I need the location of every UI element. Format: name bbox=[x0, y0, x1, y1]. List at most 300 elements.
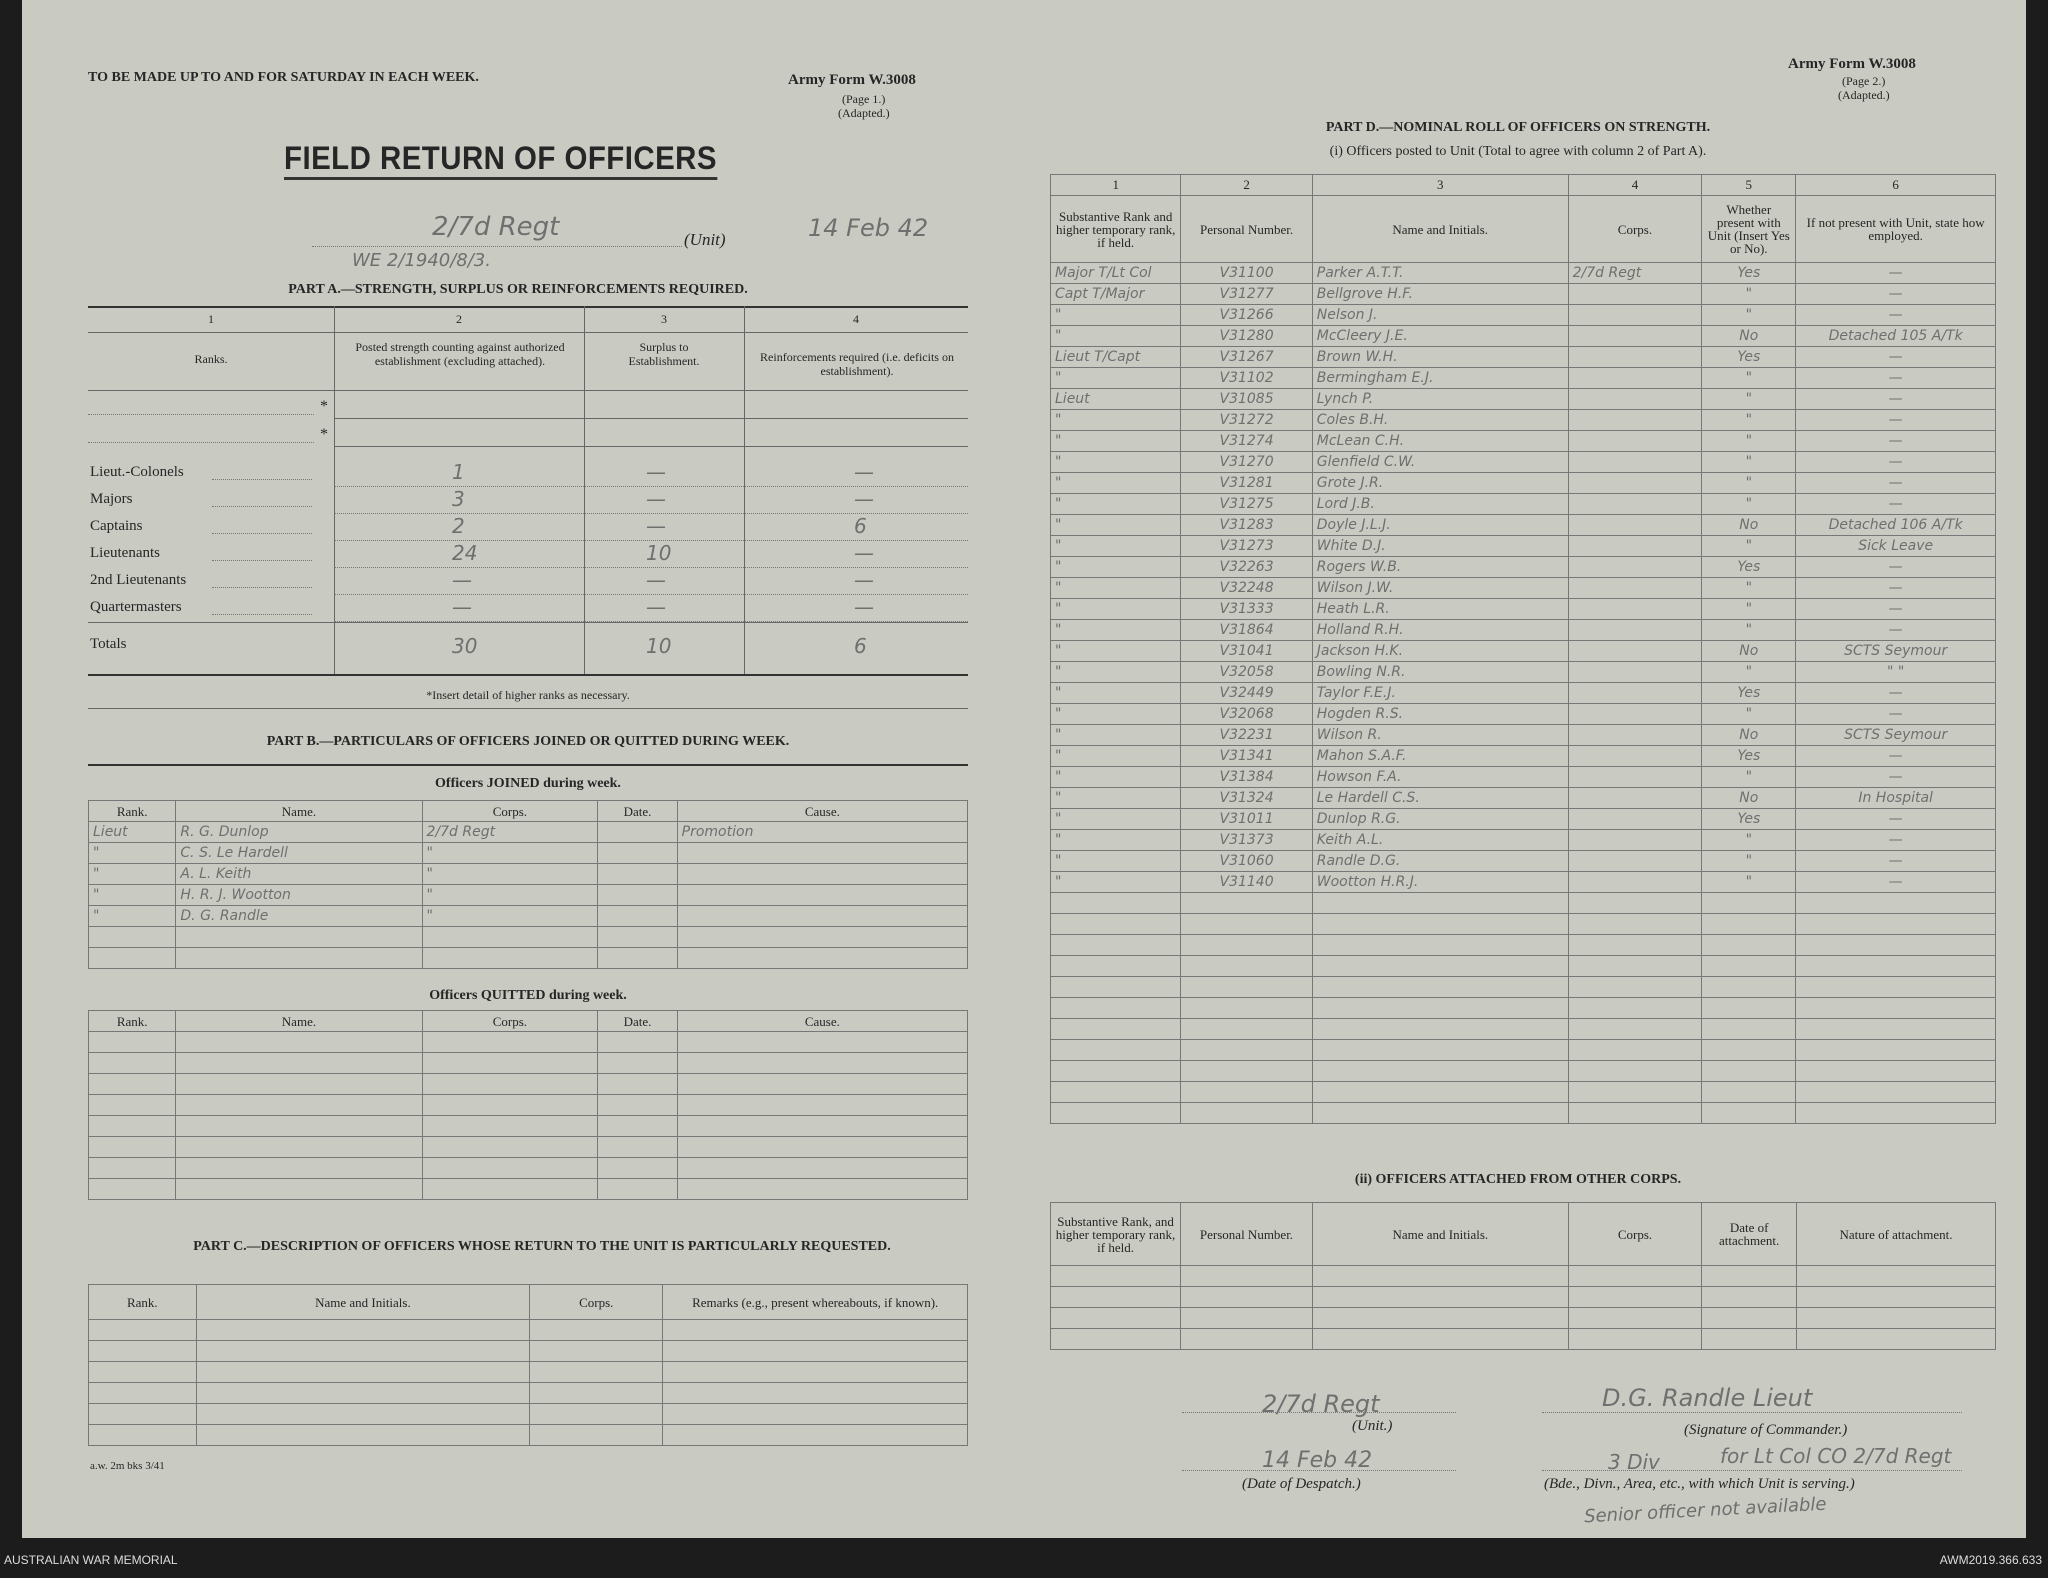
empty-cell bbox=[1181, 1266, 1313, 1287]
empty-cell bbox=[1051, 1266, 1181, 1287]
table-row bbox=[89, 864, 968, 885]
joined-name: R. G. Dunlop bbox=[176, 822, 422, 843]
empty-cell bbox=[598, 1158, 677, 1179]
empty-cell bbox=[1796, 1019, 1996, 1040]
empty-cell bbox=[1312, 977, 1568, 998]
despatch-date-handwritten: 14 Feb 42 bbox=[1262, 1448, 1373, 1473]
roll-corps bbox=[1568, 851, 1702, 872]
roll-rank: " bbox=[1051, 305, 1181, 326]
empty-cell bbox=[1796, 998, 1996, 1019]
empty-cell bbox=[1796, 1329, 1995, 1350]
roll-name: Keith A.L. bbox=[1312, 830, 1568, 851]
table-row bbox=[1051, 683, 1996, 704]
table-row bbox=[89, 1137, 968, 1158]
table-row bbox=[1051, 704, 1996, 725]
roll-corps bbox=[1568, 725, 1702, 746]
empty-cell bbox=[663, 1383, 968, 1404]
table-row bbox=[1051, 893, 1996, 914]
roll-corps bbox=[1568, 767, 1702, 788]
empty-cell bbox=[1312, 1308, 1568, 1329]
empty-cell bbox=[89, 1053, 176, 1074]
empty-cell bbox=[1702, 1040, 1796, 1061]
part-a-value-c2: 1 bbox=[452, 460, 465, 484]
column-header: Name. bbox=[176, 801, 422, 822]
table-row bbox=[89, 1116, 968, 1137]
empty-cell bbox=[1568, 893, 1702, 914]
part-b-heading: PART B.—PARTICULARS OF OFFICERS JOINED OR QUITTED DURING WEEK. bbox=[266, 734, 790, 749]
part-a-value-c3: — bbox=[646, 595, 666, 619]
part-a-value-c2: — bbox=[452, 568, 472, 592]
empty-cell bbox=[1568, 1103, 1702, 1124]
column-header: Corps. bbox=[422, 1011, 598, 1032]
column-header: Remarks (e.g., present whereabouts, if known). bbox=[663, 1285, 968, 1320]
empty-cell bbox=[1568, 1287, 1702, 1308]
roll-name: Bowling N.R. bbox=[1312, 662, 1568, 683]
roll-name: Doyle J.L.J. bbox=[1312, 515, 1568, 536]
column-header: Rank. bbox=[89, 1285, 197, 1320]
roll-pres: Yes bbox=[1702, 683, 1796, 704]
joined-name: A. L. Keith bbox=[176, 864, 422, 885]
roll-rank: " bbox=[1051, 494, 1181, 515]
war-establishment-ref: WE 2/1940/8/3. bbox=[352, 250, 491, 271]
roll-pres: Yes bbox=[1702, 263, 1796, 284]
roll-corps bbox=[1568, 704, 1702, 725]
empty-cell bbox=[422, 1032, 598, 1053]
empty-cell bbox=[89, 1362, 197, 1383]
empty-cell bbox=[1702, 1329, 1797, 1350]
table-row bbox=[1051, 515, 1996, 536]
empty-cell bbox=[1181, 1019, 1312, 1040]
roll-num: V31333 bbox=[1181, 599, 1312, 620]
table-row bbox=[1051, 746, 1996, 767]
empty-cell bbox=[530, 1320, 663, 1341]
empty-cell bbox=[1181, 1329, 1313, 1350]
roll-pres: " bbox=[1702, 473, 1796, 494]
empty-cell bbox=[89, 927, 176, 948]
table-row bbox=[1051, 389, 1996, 410]
roll-pres: " bbox=[1702, 704, 1796, 725]
roll-num: V31102 bbox=[1181, 368, 1312, 389]
roll-corps bbox=[1568, 305, 1702, 326]
empty-cell bbox=[1312, 935, 1568, 956]
empty-cell bbox=[1796, 977, 1996, 998]
roll-pres: Yes bbox=[1702, 347, 1796, 368]
table-row bbox=[89, 1032, 968, 1053]
table-row bbox=[1051, 998, 1996, 1019]
col-num-1: 1 bbox=[208, 312, 214, 326]
roll-num: V31274 bbox=[1181, 431, 1312, 452]
form-adapted-2: (Adapted.) bbox=[1838, 88, 1890, 102]
empty-cell bbox=[1568, 914, 1702, 935]
empty-cell bbox=[176, 927, 422, 948]
empty-cell bbox=[1568, 977, 1702, 998]
empty-cell bbox=[1051, 1329, 1181, 1350]
empty-cell bbox=[1051, 956, 1181, 977]
part-a-value-c4: — bbox=[854, 541, 874, 565]
part-d-heading: PART D.—NOMINAL ROLL OF OFFICERS ON STRENGTH. bbox=[1325, 120, 1711, 135]
empty-cell bbox=[196, 1383, 529, 1404]
roll-pres: " bbox=[1702, 662, 1796, 683]
empty-cell bbox=[196, 1341, 529, 1362]
column-number-row bbox=[1051, 175, 1996, 196]
table-row bbox=[1051, 620, 1996, 641]
empty-cell bbox=[1702, 1061, 1796, 1082]
empty-cell bbox=[1702, 1266, 1797, 1287]
empty-cell bbox=[176, 1116, 422, 1137]
signature-label: (Signature of Commander.) bbox=[1684, 1422, 1848, 1438]
table-row bbox=[1051, 767, 1996, 788]
roll-num: V32058 bbox=[1181, 662, 1312, 683]
table-row bbox=[89, 927, 968, 948]
roll-num: V32248 bbox=[1181, 578, 1312, 599]
empty-cell bbox=[196, 1362, 529, 1383]
roll-rank: " bbox=[1051, 368, 1181, 389]
empty-cell bbox=[530, 1341, 663, 1362]
header-row bbox=[89, 801, 968, 822]
roll-emp: — bbox=[1796, 578, 1996, 599]
roll-pres: No bbox=[1702, 515, 1796, 536]
empty-cell bbox=[1796, 1103, 1996, 1124]
table-row bbox=[1051, 473, 1996, 494]
table-row bbox=[89, 843, 968, 864]
joined-cause bbox=[677, 843, 967, 864]
roll-emp: — bbox=[1796, 746, 1996, 767]
empty-cell bbox=[422, 1158, 598, 1179]
roll-num: V31041 bbox=[1181, 641, 1312, 662]
table-row bbox=[89, 1383, 968, 1404]
roll-name: White D.J. bbox=[1312, 536, 1568, 557]
part-d-sub-ii: (ii) OFFICERS ATTACHED FROM OTHER CORPS. bbox=[1354, 1172, 1682, 1187]
roll-num: V31060 bbox=[1181, 851, 1312, 872]
roll-name: Jackson H.K. bbox=[1312, 641, 1568, 662]
empty-cell bbox=[89, 1179, 176, 1200]
roll-num: V31275 bbox=[1181, 494, 1312, 515]
roll-name: Coles B.H. bbox=[1312, 410, 1568, 431]
roll-name: Howson F.A. bbox=[1312, 767, 1568, 788]
joined-cause bbox=[677, 906, 967, 927]
column-header: Date of attachment. bbox=[1702, 1203, 1797, 1266]
part-a-value-c2: 2 bbox=[452, 514, 465, 538]
unit-handwritten-2: 2/7d Regt bbox=[1262, 1390, 1380, 1418]
column-header: Whether present with Unit (Insert Yes or No). bbox=[1702, 196, 1796, 263]
roll-pres: " bbox=[1702, 368, 1796, 389]
roll-emp: Detached 106 A/Tk bbox=[1796, 515, 1996, 536]
empty-cell bbox=[598, 927, 677, 948]
roll-num: V31324 bbox=[1181, 788, 1312, 809]
roll-rank: Capt T/Major bbox=[1051, 284, 1181, 305]
archive-id: AWM2019.366.633 bbox=[1939, 1553, 2042, 1567]
col-num-2: 2 bbox=[456, 312, 462, 326]
table-row bbox=[1051, 830, 1996, 851]
empty-cell bbox=[1312, 1329, 1568, 1350]
empty-cell bbox=[1702, 1082, 1796, 1103]
table-row bbox=[1051, 368, 1996, 389]
part-a-value-c3: — bbox=[646, 487, 666, 511]
empty-cell bbox=[1568, 1082, 1702, 1103]
star-marker: * bbox=[320, 398, 328, 415]
roll-num: V31011 bbox=[1181, 809, 1312, 830]
table-row bbox=[89, 822, 968, 843]
roll-rank: " bbox=[1051, 599, 1181, 620]
empty-cell bbox=[677, 1158, 967, 1179]
table-row bbox=[89, 885, 968, 906]
empty-cell bbox=[1796, 1308, 1995, 1329]
empty-cell bbox=[176, 948, 422, 969]
empty-cell bbox=[1051, 998, 1181, 1019]
table-row bbox=[89, 1158, 968, 1179]
table-row bbox=[1051, 578, 1996, 599]
empty-cell bbox=[1568, 935, 1702, 956]
table-row bbox=[1051, 536, 1996, 557]
empty-cell bbox=[1568, 1040, 1702, 1061]
form-id: Army Form W.3008 bbox=[788, 72, 916, 88]
empty-cell bbox=[1181, 1287, 1313, 1308]
empty-cell bbox=[1702, 956, 1796, 977]
table-row bbox=[1051, 1061, 1996, 1082]
despatch-date-label: (Date of Despatch.) bbox=[1242, 1476, 1361, 1492]
roll-num: V31281 bbox=[1181, 473, 1312, 494]
header-row bbox=[89, 1011, 968, 1032]
roll-name: Grote J.R. bbox=[1312, 473, 1568, 494]
empty-cell bbox=[422, 1074, 598, 1095]
empty-cell bbox=[677, 927, 967, 948]
joined-rank: " bbox=[89, 843, 176, 864]
roll-num: V31140 bbox=[1181, 872, 1312, 893]
roll-emp: — bbox=[1796, 683, 1996, 704]
roll-emp: Detached 105 A/Tk bbox=[1796, 326, 1996, 347]
roll-emp: — bbox=[1796, 599, 1996, 620]
empty-cell bbox=[1312, 956, 1568, 977]
roll-pres: Yes bbox=[1702, 746, 1796, 767]
roll-num: V31272 bbox=[1181, 410, 1312, 431]
column-header: Corps. bbox=[1568, 196, 1702, 263]
roll-emp: — bbox=[1796, 305, 1996, 326]
empty-cell bbox=[1568, 1266, 1702, 1287]
empty-cell bbox=[89, 1320, 197, 1341]
empty-cell bbox=[663, 1341, 968, 1362]
roll-corps bbox=[1568, 368, 1702, 389]
empty-cell bbox=[1312, 1266, 1568, 1287]
roll-emp: — bbox=[1796, 809, 1996, 830]
roll-corps bbox=[1568, 452, 1702, 473]
roll-pres: " bbox=[1702, 872, 1796, 893]
roll-name: McLean C.H. bbox=[1312, 431, 1568, 452]
roll-pres: No bbox=[1702, 326, 1796, 347]
empty-cell bbox=[1568, 1308, 1702, 1329]
roll-num: V31100 bbox=[1181, 263, 1312, 284]
roll-rank: " bbox=[1051, 746, 1181, 767]
empty-cell bbox=[1312, 1103, 1568, 1124]
roll-rank: " bbox=[1051, 704, 1181, 725]
table-row bbox=[1051, 1329, 1996, 1350]
empty-cell bbox=[1312, 914, 1568, 935]
roll-pres: " bbox=[1702, 536, 1796, 557]
roll-corps bbox=[1568, 641, 1702, 662]
roll-emp: — bbox=[1796, 284, 1996, 305]
roll-num: V32263 bbox=[1181, 557, 1312, 578]
roll-name: Taylor F.E.J. bbox=[1312, 683, 1568, 704]
roll-name: Hogden R.S. bbox=[1312, 704, 1568, 725]
roll-pres: " bbox=[1702, 431, 1796, 452]
empty-cell bbox=[1181, 956, 1312, 977]
roll-name: Wilson J.W. bbox=[1312, 578, 1568, 599]
roll-emp: — bbox=[1796, 431, 1996, 452]
empty-cell bbox=[1051, 1308, 1181, 1329]
roll-rank: " bbox=[1051, 578, 1181, 599]
part-d-sub-i: (i) Officers posted to Unit (Total to agree with column 2 of Part A). bbox=[1329, 144, 1707, 159]
column-header: Substantive Rank and higher temporary rank, if held. bbox=[1051, 196, 1181, 263]
col-num-4: 4 bbox=[853, 312, 859, 326]
roll-num: V31085 bbox=[1181, 389, 1312, 410]
col-posted-strength: Posted strength counting against authorized establishment (excluding attached). bbox=[355, 340, 565, 368]
joined-rank: Lieut bbox=[89, 822, 176, 843]
empty-cell bbox=[1181, 977, 1312, 998]
part-c-heading: PART C.—DESCRIPTION OF OFFICERS WHOSE RETURN TO THE UNIT IS PARTICULARLY REQUESTED. bbox=[193, 1239, 891, 1254]
empty-cell bbox=[1568, 1019, 1702, 1040]
roll-name: Wootton H.R.J. bbox=[1312, 872, 1568, 893]
roll-emp: — bbox=[1796, 851, 1996, 872]
column-header: If not present with Unit, state how employed. bbox=[1796, 196, 1996, 263]
roll-num: V32231 bbox=[1181, 725, 1312, 746]
col-reinforcements: Reinforcements required (i.e. deficits on establishment). bbox=[760, 350, 954, 378]
table-row bbox=[1051, 956, 1996, 977]
roll-rank: " bbox=[1051, 452, 1181, 473]
empty-cell bbox=[1702, 935, 1796, 956]
joined-name: D. G. Randle bbox=[176, 906, 422, 927]
table-row bbox=[89, 948, 968, 969]
empty-cell bbox=[1312, 1082, 1568, 1103]
joined-cause bbox=[677, 885, 967, 906]
roll-emp: — bbox=[1796, 452, 1996, 473]
empty-cell bbox=[1181, 1308, 1313, 1329]
empty-cell bbox=[1702, 977, 1796, 998]
table-row bbox=[89, 1053, 968, 1074]
date-handwritten: 14 Feb 42 bbox=[808, 214, 929, 242]
roll-name: Holland R.H. bbox=[1312, 620, 1568, 641]
empty-cell bbox=[422, 1179, 598, 1200]
roll-corps bbox=[1568, 620, 1702, 641]
empty-cell bbox=[677, 1116, 967, 1137]
column-number: 3 bbox=[1312, 175, 1568, 196]
part-a-value-c3: 10 bbox=[646, 541, 672, 565]
roll-rank: " bbox=[1051, 557, 1181, 578]
roll-corps bbox=[1568, 788, 1702, 809]
table-row bbox=[1051, 599, 1996, 620]
column-header: Name and Initials. bbox=[196, 1285, 529, 1320]
empty-cell bbox=[598, 1116, 677, 1137]
empty-cell bbox=[1702, 893, 1796, 914]
roll-corps bbox=[1568, 557, 1702, 578]
roll-corps bbox=[1568, 515, 1702, 536]
joined-rank: " bbox=[89, 906, 176, 927]
roll-corps bbox=[1568, 431, 1702, 452]
column-header: Name and Initials. bbox=[1312, 196, 1568, 263]
joined-corps: " bbox=[422, 906, 598, 927]
attached-table bbox=[1050, 1202, 1996, 1350]
empty-cell bbox=[1051, 935, 1181, 956]
empty-cell bbox=[530, 1425, 663, 1446]
roll-emp: In Hospital bbox=[1796, 788, 1996, 809]
roll-rank: " bbox=[1051, 662, 1181, 683]
roll-emp: — bbox=[1796, 410, 1996, 431]
roll-pres: " bbox=[1702, 578, 1796, 599]
roll-num: V31373 bbox=[1181, 830, 1312, 851]
empty-cell bbox=[1796, 1040, 1996, 1061]
roll-num: V31864 bbox=[1181, 620, 1312, 641]
joined-name: C. S. Le Hardell bbox=[176, 843, 422, 864]
unit-label-2: (Unit.) bbox=[1352, 1418, 1393, 1434]
empty-cell bbox=[1181, 1082, 1312, 1103]
empty-cell bbox=[598, 1053, 677, 1074]
table-row bbox=[89, 1095, 968, 1116]
table-row bbox=[1051, 1287, 1996, 1308]
empty-cell bbox=[1796, 893, 1996, 914]
roll-name: Brown W.H. bbox=[1312, 347, 1568, 368]
roll-rank: " bbox=[1051, 620, 1181, 641]
form-page-2 bbox=[1012, 0, 2026, 1538]
empty-cell bbox=[1702, 1287, 1797, 1308]
empty-cell bbox=[530, 1404, 663, 1425]
roll-pres: " bbox=[1702, 452, 1796, 473]
empty-cell bbox=[196, 1425, 529, 1446]
empty-cell bbox=[89, 1383, 197, 1404]
roll-pres: " bbox=[1702, 410, 1796, 431]
roll-emp: — bbox=[1796, 767, 1996, 788]
column-header: Date. bbox=[598, 801, 677, 822]
roll-corps bbox=[1568, 326, 1702, 347]
table-row bbox=[1051, 725, 1996, 746]
empty-cell bbox=[1796, 1287, 1995, 1308]
empty-cell bbox=[422, 1053, 598, 1074]
roll-corps bbox=[1568, 389, 1702, 410]
column-header: Substantive Rank, and higher temporary rank, if held. bbox=[1051, 1203, 1181, 1266]
roll-pres: No bbox=[1702, 641, 1796, 662]
empty-cell bbox=[1181, 998, 1312, 1019]
empty-cell bbox=[1312, 893, 1568, 914]
part-a-value-c4: — bbox=[854, 568, 874, 592]
empty-cell bbox=[89, 1116, 176, 1137]
roll-emp: — bbox=[1796, 704, 1996, 725]
roll-pres: " bbox=[1702, 830, 1796, 851]
part-a-value-c3: — bbox=[646, 514, 666, 538]
roll-emp: — bbox=[1796, 557, 1996, 578]
table-row bbox=[89, 1362, 968, 1383]
empty-cell bbox=[677, 1074, 967, 1095]
table-row bbox=[1051, 662, 1996, 683]
empty-cell bbox=[1702, 1308, 1797, 1329]
empty-cell bbox=[1181, 935, 1312, 956]
unit-label: (Unit) bbox=[684, 230, 726, 249]
joined-date bbox=[598, 885, 677, 906]
empty-cell bbox=[422, 948, 598, 969]
rank-label: Captains bbox=[90, 518, 143, 534]
empty-cell bbox=[677, 1179, 967, 1200]
rank-label: Lieut.-Colonels bbox=[90, 464, 184, 480]
roll-rank: " bbox=[1051, 515, 1181, 536]
roll-num: V31280 bbox=[1181, 326, 1312, 347]
empty-cell bbox=[1796, 1082, 1996, 1103]
roll-emp: SCTS Seymour bbox=[1796, 641, 1996, 662]
joined-corps: 2/7d Regt bbox=[422, 822, 598, 843]
joined-date bbox=[598, 822, 677, 843]
table-row bbox=[1051, 851, 1996, 872]
table-row bbox=[1051, 872, 1996, 893]
empty-cell bbox=[598, 1137, 677, 1158]
roll-pres: " bbox=[1702, 599, 1796, 620]
empty-cell bbox=[1702, 1019, 1796, 1040]
empty-cell bbox=[1051, 977, 1181, 998]
roll-rank: Lieut T/Capt bbox=[1051, 347, 1181, 368]
